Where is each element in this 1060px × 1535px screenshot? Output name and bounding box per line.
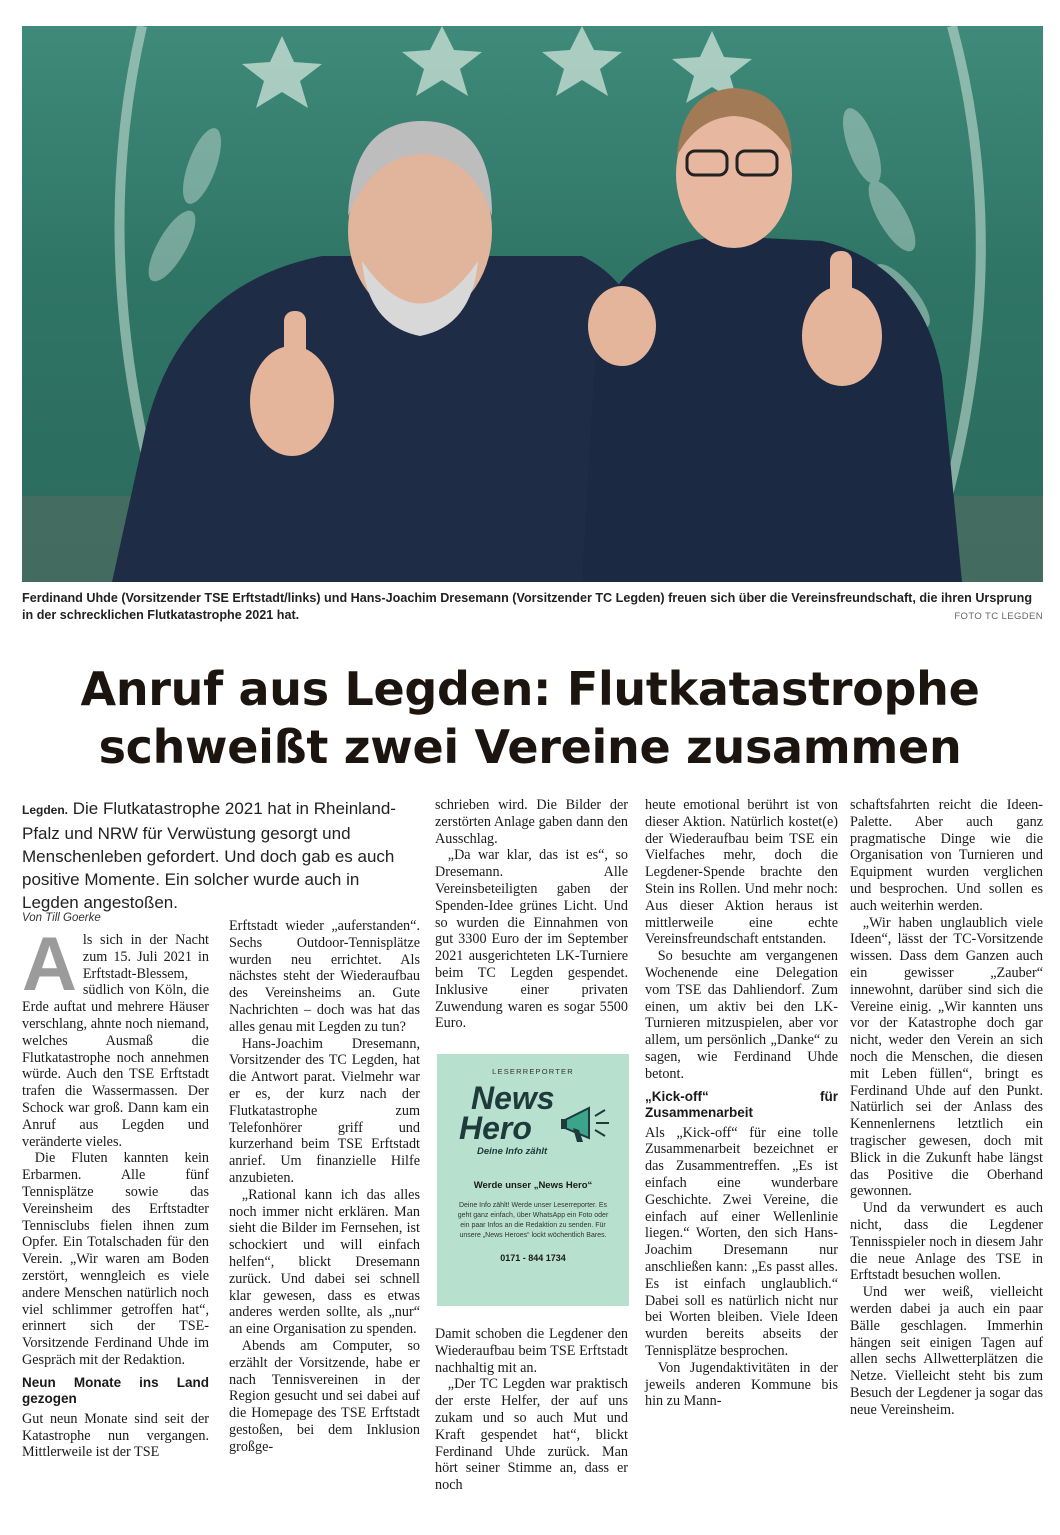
photo-credit: FOTO TC LEGDEN xyxy=(954,611,1043,622)
news-hero-ad[interactable] xyxy=(437,1054,629,1306)
headline-line-1: Anruf aus Legden: Flutkatastrophe xyxy=(80,662,980,716)
headline xyxy=(20,660,1040,776)
paragraph: heute emotional berührt ist von dieser Aktion. Natürlich kostet(e) der Wiederaufbau beim TSE ein Vielfaches mehr, doch die Legdener-Spende brachte den Stein ins Rollen. Und mehr noch: Aus dieser Aktion heraus ist mittlerweile eine echte Vereinsfreundschaft entstanden. xyxy=(645,797,838,948)
column-1 xyxy=(22,922,209,1461)
lead-text: Die Flutkatastrophe 2021 hat in Rheinland-Pfalz und NRW für Verwüstung gesorgt und Menschenleben gefordert. Und doch gab es auch positive Momente. Ein solcher wurde auch in Legden angestoßen. xyxy=(22,799,396,912)
paragraph: schrieben wird. Die Bilder der zerstörten Anlage gaben dann den Ausschlag. xyxy=(435,797,628,847)
ad-invite: Werde unser „News Hero“ xyxy=(473,1180,593,1191)
paragraph: Als sich in der Nacht zum 15. Juli 2021 in Erftstadt-Blessem, südlich von Köln, die Erde auftat und mehrere Häuser verschlang, ahnte noch niemand, welches Ausmaß die Flutkatastrophe noch annehmen würde. Auch den TSE Erftstadt trafen die Wassermassen. Der Schock war groß. Dann kam ein Anruf aus Legden und veränderte vieles. xyxy=(22,922,209,1150)
ad-kicker: LESERREPORTER xyxy=(492,1067,574,1076)
paragraph: Und da verwundert es auch nicht, dass die Legdener Tennisspieler noch in diesem Jahr die neue Anlage des TSE in Erftstadt besuchen wollen. xyxy=(850,1200,1043,1284)
logo-news: News xyxy=(471,1080,555,1116)
logo-tagline: Deine Info zählt xyxy=(477,1146,548,1157)
paragraph: „Wir haben unglaublich viele Ideen“, lässt der TC-Vorsitzende wissen. Dass dem Ganzen auch ein gewisser „Zauber“ innewohnt, darüber sind sich die Vereine einig. „Wir kannten uns vor der Katastrophe doch gar nicht, weder den Verein an sich noch die Menschen, die diesen mit Leben füllen“, bringt es Ferdinand Uhde auf den Punkt. Natürlich sei der Anlass des Kennenlernens letztlich ein tragischer gewesen, doch mit Blick in die Zukunft habe längst das Positive die Oberhand gewonnen. xyxy=(850,914,1043,1200)
paragraph: „Rational kann ich das alles noch immer nicht erklären. Man sieht die Bilder im Fernsehen, ist schockiert und will einfach helfen“, blickt Dresemann zurück. Und dabei sei schnell klar gewesen, dass es etwas anderes werden sollte, als „nur“ an eine Organisation zu spenden. xyxy=(229,1186,420,1338)
headline-line-2: schweißt zwei Vereine zusammen xyxy=(98,720,962,774)
article-photo xyxy=(22,26,1043,582)
ad-phone[interactable]: 0171 - 844 1734 xyxy=(500,1253,566,1263)
paragraph: Und wer weiß, vielleicht werden dabei ja auch ein paar Bälle geschlagen. Immerhin hängen seit einigen Tagen auf allen sechs Allwetterplätzen die Netze. Vielleicht steht bis zum Besuch der Legdener ja sogar das neue Vereinsheim. xyxy=(850,1284,1043,1418)
banner-stars xyxy=(242,26,752,108)
byline: Von Till Goerke xyxy=(22,912,101,924)
subheading: Neun Monate ins Land gezogen xyxy=(22,1374,209,1406)
paragraph: „Da war klar, das ist es“, so Dresemann. Alle Vereinsbeteiligten gaben der Spenden-Idee grünes Licht. Und so wurden die Einnahmen von gut 3300 Euro der im September 2021 ausgerichteten LK-Turniere beim TC Legden gespendet. Inklusive einer privaten Zuwendung waren es sogar 5500 Euro. xyxy=(435,847,628,1032)
paragraph: Hans-Joachim Dresemann, Vorsitzender des TC Legden, hat die Antwort parat. Vielmehr war er es, der kurz nach der Flutkatastrophe zum Telefonhörer griff und kurzerhand beim TSE Erftstadt anrief. Um finanzielle Hilfe anzubieten. xyxy=(229,1035,420,1186)
paragraph: Gut neun Monate sind seit der Katastrophe nun vergangen. Mittlerweile ist der TSE xyxy=(22,1410,209,1461)
column-3-top xyxy=(435,797,628,1032)
photo-caption: Ferdinand Uhde (Vorsitzender TSE Erftstadt/links) und Hans-Joachim Dresemann (Vorsitzender TC Legden) freuen sich über die Vereinsfreundschaft, die ihren Ursprung in der schrecklichen Flutkatastrophe 2021 hat. xyxy=(22,591,1033,622)
paragraph: Die Fluten kannten kein Erbarmen. Alle fünf Tennisplätze sowie das Vereinsheim des Erftstadter Tennisclubs fielen ihnen zum Opfer. Ein Totalschaden für den Verein. „Wir waren am Boden zerstört, wenngleich es viele andere Menschen natürlich noch viel schlimmer getroffen hat“, erinnert sich der TSE-Vorsitzende Ferdinand Uhde im Gespräch mit der Redaktion. xyxy=(22,1150,209,1368)
paragraph: Als „Kick-off“ für eine tolle Zusammenarbeit bezeichnet er das Zusammentreffen. „Es ist einfach eine wunderbare Geschichte. Zwei Vereine, die einfach auf einer Wellenlinie liegen.“ Worten, den sich Hans-Joachim Dresemann nur anschließen kann: „Es passt alles. Es ist einfach unglaublich.“ Dabei soll es natürlich nicht nur bei Worten bleiben. Viele Ideen wurden bereits abseits der Tennisplätze besprochen. xyxy=(645,1124,838,1359)
paragraph: Abends am Computer, so erzählt der Vorsitzende, habe er nach Tennisvereinen in der Region gesucht und sei dabei auf die Homepage des TSE Erftstadt gestoßen, bei dem Inklusion großge- xyxy=(229,1337,420,1455)
paragraph: „Der TC Legden war praktisch der erste Helfer, der auf uns zukam und so auch Mut und Kraft gespendet hat“, blickt Ferdinand Uhde zurück. Man hört seiner Stimme an, dass er noch xyxy=(435,1376,628,1494)
column-2 xyxy=(229,918,420,1456)
logo-hero: Hero xyxy=(459,1110,532,1146)
megaphone-icon xyxy=(559,1098,619,1148)
lead-paragraph xyxy=(22,797,415,914)
column-4 xyxy=(645,797,838,1410)
column-5 xyxy=(850,797,1043,1418)
column-3-bottom xyxy=(435,1326,628,1494)
paragraph: schaftsfahrten reicht die Ideen-Palette. Aber auch ganz pragmatische Dinge wie die Organisation von Turnieren und Equipment wurden verglichen und besprochen. Und sollen es auch weiterhin werden. xyxy=(850,797,1043,914)
ad-body: Deine Info zählt! Werde unser Leserreporter. Es geht ganz einfach, über WhatsApp ein Foto oder ein paar Infos an die Redaktion zu senden. Für unsere „News Heroes“ lockt wöchentlich Bares. xyxy=(457,1202,609,1239)
subheading: „Kick-off“ für Zusammenarbeit xyxy=(645,1088,838,1120)
photo-two-men-thumbs-up xyxy=(22,26,1043,582)
dateline: Legden. xyxy=(22,803,69,817)
news-hero-logo xyxy=(437,1082,629,1172)
drop-cap: A xyxy=(22,922,77,1007)
paragraph: Damit schoben die Legdener den Wiederaufbau beim TSE Erftstadt nachhaltig mit an. xyxy=(435,1326,628,1376)
paragraph: Erftstadt wieder „auferstanden“. Sechs Outdoor-Tennisplätze wurden neu errichtet. Als nächstes steht der Wiederaufbau des Vereinsheims an. Gute Nachrichten – doch was hat das alles genau mit Legden zu tun? xyxy=(229,918,420,1035)
paragraph: Von Jugendaktivitäten in der jeweils anderen Kommune bis hin zu Mann- xyxy=(645,1359,838,1410)
paragraph: So besuchte am vergangenen Wochenende eine Delegation vom TSE das Dahliendorf. Zum einen, um aktiv bei den LK-Turnieren mitzuspielen, aber vor allem, um persönlich „Danke“ zu sagen, wie Ferdinand Uhde betont. xyxy=(645,948,838,1082)
